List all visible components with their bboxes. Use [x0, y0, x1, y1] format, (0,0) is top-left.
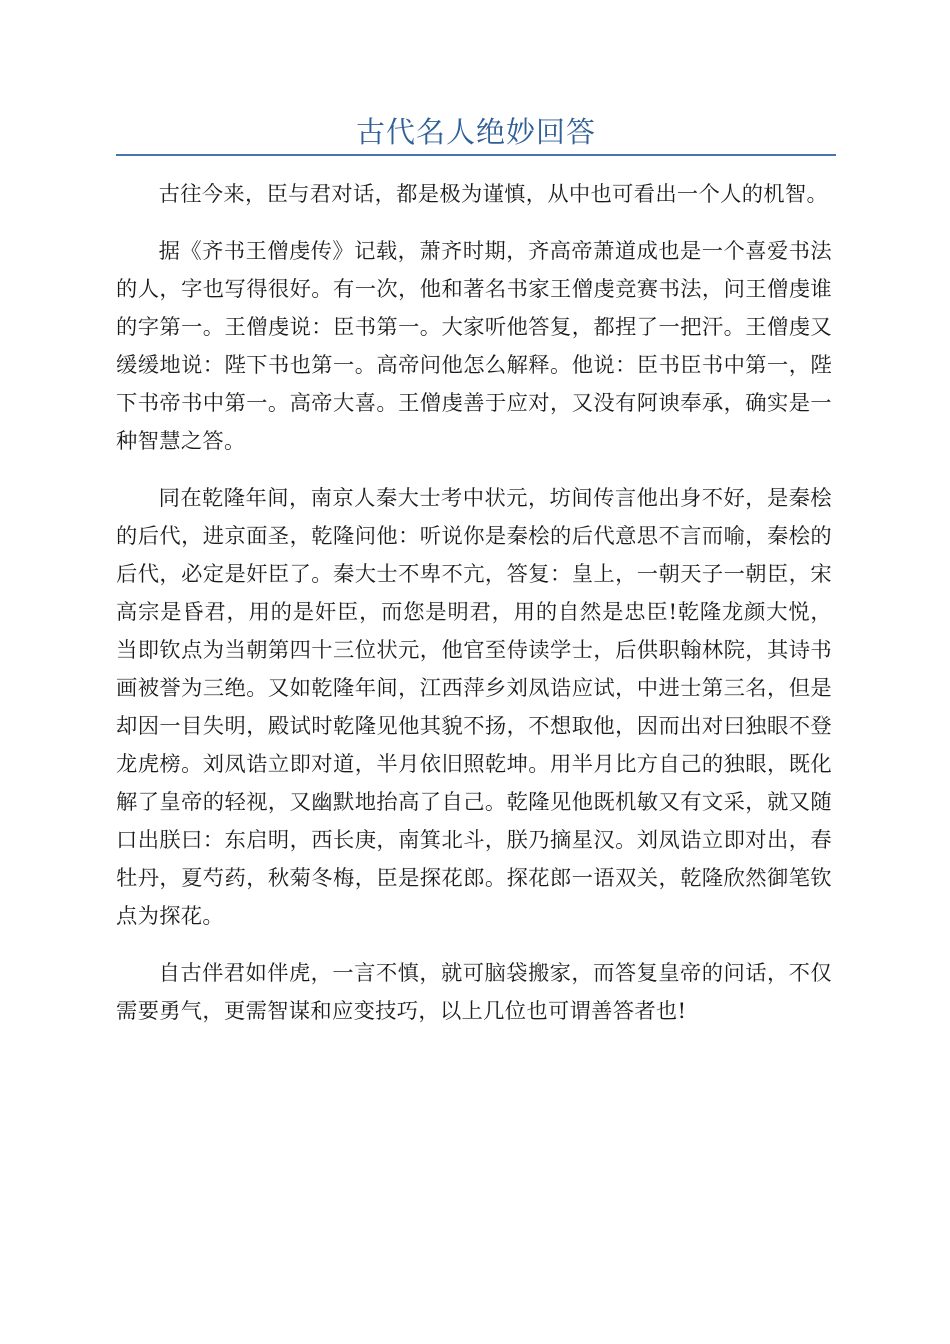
document-body	[116, 176, 832, 1050]
paragraph-wang-sengqian: 据《齐书王僧虔传》记载，萧齐时期，齐高帝萧道成也是一个喜爱书法的人，字也写得很好。有一次，他和著名书家王僧虔竞赛书法，问王僧虔谁的字第一。王僧虔说：臣书第一。大家听他答复，都捏了一把汗。王僧虔又缓缓地说：陛下书也第一。高帝问他怎么解释。他说：臣书臣书中第一，陛下书帝书中第一。高帝大喜。王僧虔善于应对，又没有阿谀奉承，确实是一种智慧之答。	[116, 239, 832, 454]
paragraph-intro: 古往今来，臣与君对话，都是极为谨慎，从中也可看出一个人的机智。	[158, 182, 829, 207]
title-underline	[116, 154, 836, 156]
title-block	[116, 112, 836, 156]
document-title: 古代名人绝妙回答	[355, 115, 596, 149]
paragraph-qianlong: 同在乾隆年间，南京人秦大士考中状元，坊间传言他出身不好，是秦桧的后代，进京面圣，乾隆问他：听说你是秦桧的后代意思不言而喻，秦桧的后代，必定是奸臣了。秦大士不卑不亢，答复：皇上，一朝天子一朝臣，宋高宗是昏君，用的是奸臣，而您是明君，用的自然是忠臣!乾隆龙颜大悦，当即钦点为当朝第四十三位状元，他官至侍读学士，后供职翰林院，其诗书画被誉为三绝。又如乾隆年间，江西萍乡刘凤诰应试，中进士第三名，但是却因一目失明，殿试时乾隆见他其貌不扬，不想取他，因而出对曰独眼不登龙虎榜。刘凤诰立即对道，半月依旧照乾坤。用半月比方自己的独眼，既化解了皇帝的轻视，又幽默地抬高了自己。乾隆见他既机敏又有文采，就又随口出朕曰：东启明，西长庚，南箕北斗，朕乃摘星汉。刘凤诰立即对出，春牡丹，夏芍药，秋菊冬梅，臣是探花郎。探花郎一语双关，乾隆欣然御笔钦点为探花。	[116, 486, 832, 929]
paragraph-conclusion: 自古伴君如伴虎，一言不慎，就可脑袋搬家，而答复皇帝的问话，不仅需要勇气，更需智谋和应变技巧，以上几位也可谓善答者也!	[116, 961, 832, 1024]
